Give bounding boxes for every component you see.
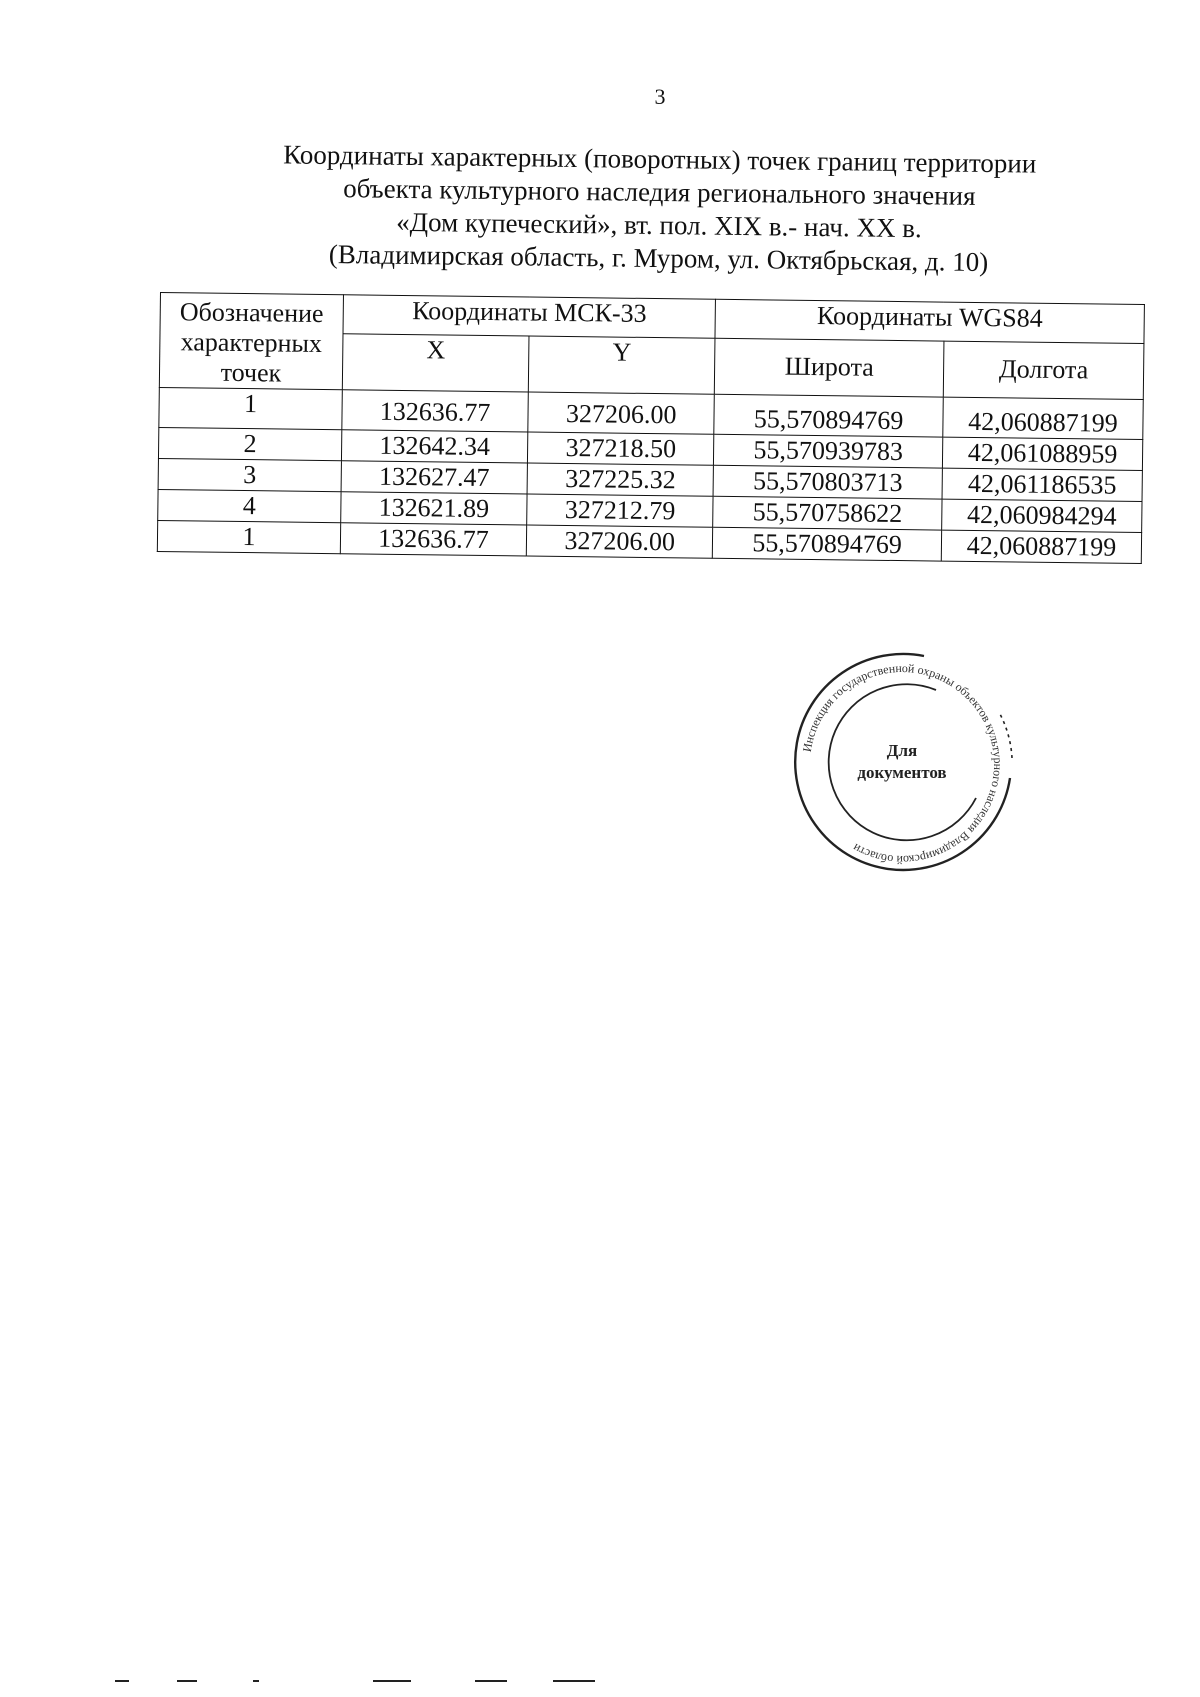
header-point-line-1: Обозначение: [179, 297, 324, 328]
cell-latitude: 55,570894769: [713, 527, 942, 561]
cell-x: 132636.77: [340, 523, 527, 556]
coordinates-table: [157, 292, 1145, 564]
cell-longitude: 42,061088959: [942, 437, 1142, 470]
cell-y: 327225.32: [527, 463, 714, 496]
header-point-designation: [159, 293, 343, 390]
cell-y: 327218.50: [528, 432, 715, 465]
header-point-line-3: точек: [220, 357, 282, 388]
header-wgs84: Координаты WGS84: [715, 299, 1144, 343]
cell-point: 1: [157, 520, 340, 553]
cell-longitude: 42,061186535: [942, 468, 1142, 501]
table-header-row-1: [160, 293, 1144, 344]
cell-latitude: 55,570758622: [713, 496, 942, 530]
header-point-line-2: характерных: [180, 327, 323, 358]
header-latitude: Широта: [715, 338, 944, 397]
cell-y: 327212.79: [527, 494, 714, 527]
cell-latitude: 55,570803713: [713, 465, 942, 499]
title-line-4: (Владимирская область, г. Муром, ул. Октябрьская, д. 10): [328, 238, 989, 278]
cell-latitude: 55,570939783: [714, 434, 943, 468]
cell-y: 327206.00: [526, 525, 713, 558]
page-number: 3: [654, 84, 666, 109]
stamp-center-line-2: документов: [857, 763, 947, 782]
cell-point: 3: [158, 458, 341, 491]
stamp-center-line-1: Для: [886, 741, 918, 760]
cell-x: 132627.47: [341, 461, 528, 494]
title-line-1: Координаты характерных (поворотных) точек границ территории: [283, 139, 1037, 179]
cell-longitude: 42,060887199: [943, 397, 1143, 439]
stamp-outer-ring: [795, 654, 1010, 870]
title-line-3: «Дом купеческий», вт. пол. XIX в.- нач. XX в.: [396, 206, 922, 244]
header-x: X: [342, 334, 529, 392]
header-longitude: Долгота: [943, 341, 1144, 399]
coordinates-table-wrapper: [157, 292, 1145, 564]
title-line-2: объекта культурного наследия регионального значения: [343, 173, 976, 211]
cell-point: 1: [159, 387, 342, 429]
stamp-ring-text: Инспекция государственной охраны объектов культурного наследия Владимирской области: [799, 660, 1006, 868]
cell-y: 327206.00: [528, 392, 715, 434]
cell-longitude: 42,060984294: [942, 499, 1142, 532]
scan-artifact-dashes: [115, 1678, 615, 1684]
cell-latitude: 55,570894769: [714, 394, 943, 437]
official-stamp: [786, 648, 1018, 880]
cell-x: 132636.77: [342, 390, 529, 432]
cell-x: 132621.89: [341, 492, 528, 525]
cell-x: 132642.34: [341, 430, 528, 463]
cell-point: 2: [158, 427, 341, 460]
header-msk33: Координаты МСК-33: [343, 295, 716, 339]
document-title: [248, 138, 1070, 280]
cell-point: 4: [158, 489, 341, 522]
cell-longitude: 42,060887199: [941, 530, 1141, 563]
header-y: Y: [528, 336, 715, 394]
